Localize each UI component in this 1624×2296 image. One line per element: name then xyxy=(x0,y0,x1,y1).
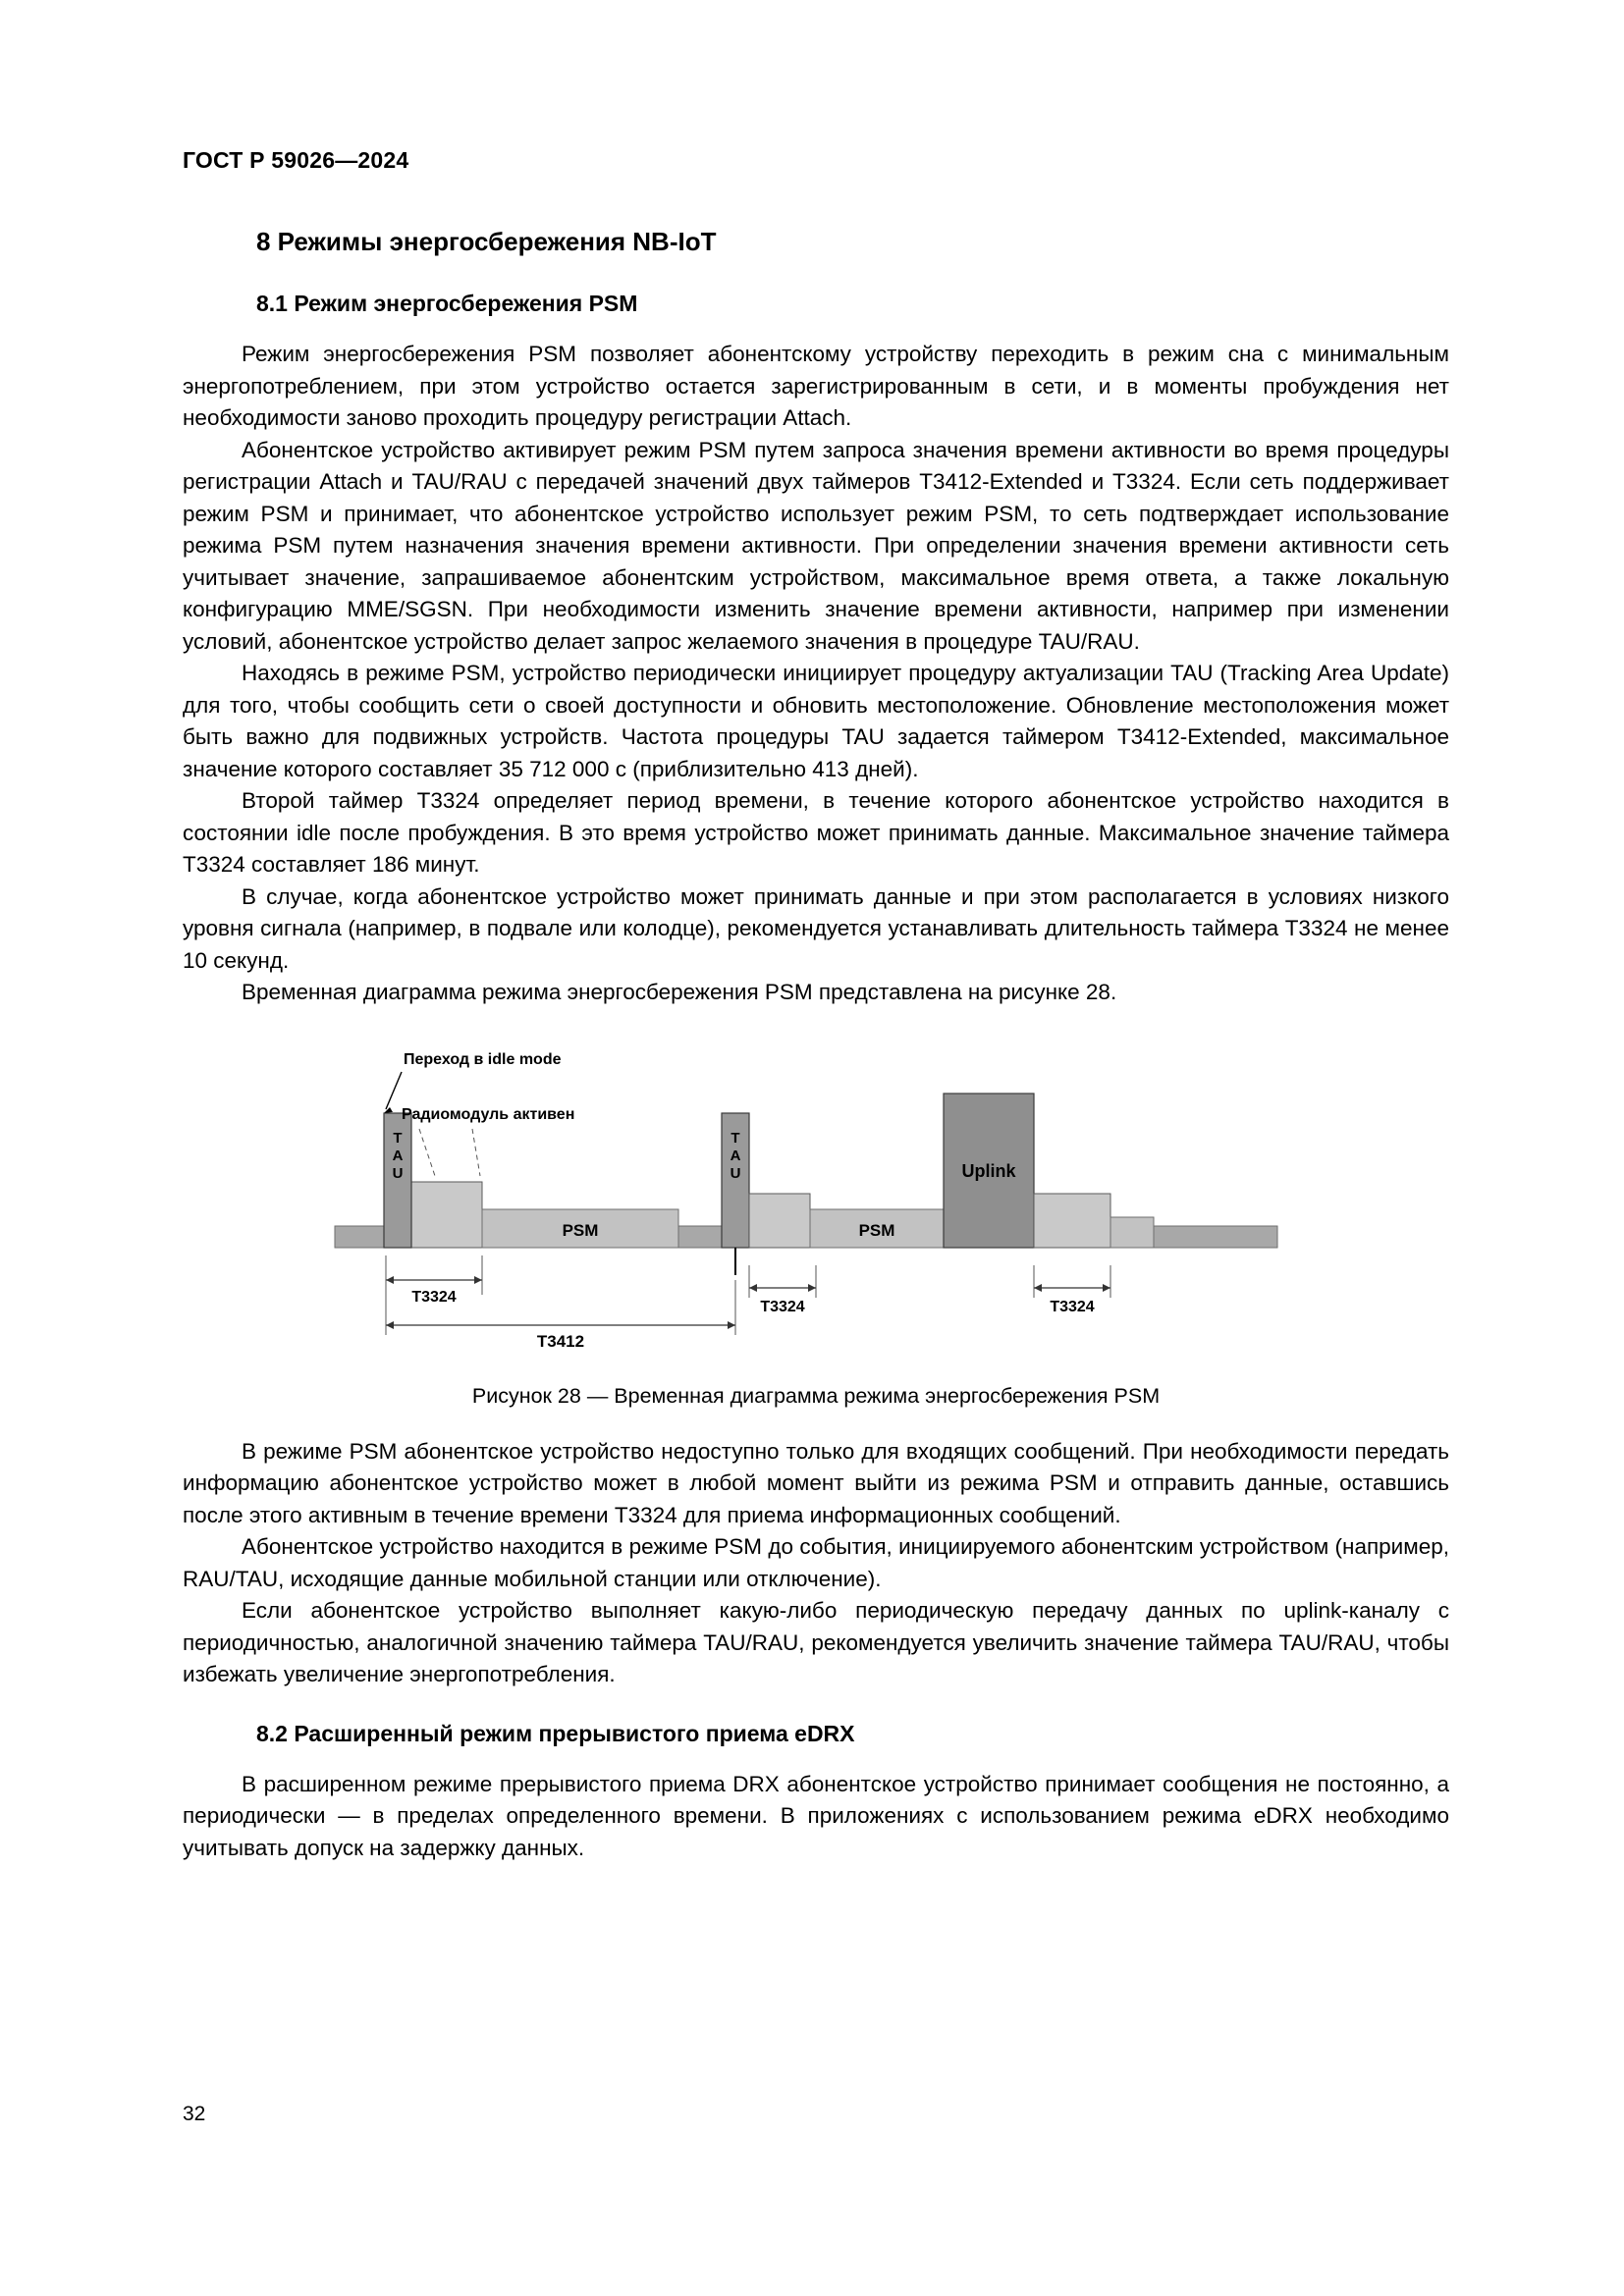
paragraph: Второй таймер T3324 определяет период времени, в течение которого абонентское устройство находится в состоянии idle после пробуждения. В это время устройство может принимать данные. Максимальное значение таймера T3324 составляет 186 минут. xyxy=(183,788,1449,877)
idle-block-3 xyxy=(1034,1194,1110,1248)
paragraph: Абонентское устройство активирует режим PSM путем запроса значения времени активности во время процедуры регистрации Attach и TAU/RAU с передачей значений двух таймеров T3412-Extended и T3324. Если сеть поддерживает режим PSM и принимает, что абонентское устройство использует режим PSM, то сеть подтверждает использование режима PSM путем назначения значения времени активности. При определении значения времени активности сеть учитывает значение, запрашиваемое абонентским устройством, максимальное время ответа, а также локальную конфигурацию MME/SGSN. При необходимости изменить значение времени активности, например при изменении условий, абонентское устройство делает запрос желаемого значения в процедуре TAU/RAU. xyxy=(183,437,1449,654)
paragraph: В режиме PSM абонентское устройство недоступно только для входящих сообщений. При необходимости передать информацию абонентское устройство может в любой момент выйти из режима PSM и отправить данные, оставшись после этого активным в течение времени T3324 для приема информационных сообщений. xyxy=(183,1438,1449,1527)
page-number: 32 xyxy=(183,2103,206,2125)
label-psm-1: PSM xyxy=(562,1220,599,1240)
label-t3324-3: T3324 xyxy=(1050,1298,1095,1315)
psm-timing-diagram xyxy=(325,1044,1307,1359)
label-psm-2: PSM xyxy=(858,1220,895,1240)
paragraph: В случае, когда абонентское устройство может принимать данные и при этом располагается в условиях низкого уровня сигнала (например, в подвале или колодце), рекомендуется устанавливать длительность таймера T3324 не менее 10 секунд. xyxy=(183,883,1449,973)
leader-line-radio-2 xyxy=(472,1129,480,1176)
svg-text:A: A xyxy=(392,1147,404,1164)
trailing-block xyxy=(1110,1217,1154,1248)
paragraph: Если абонентское устройство выполняет какую-либо периодическую передачу данных по uplink-каналу с периодичностью, аналогичной значению таймера TAU/RAU, рекомендуется увеличить значение таймера TAU/RAU, чтобы избежать увеличение энергопотребления. xyxy=(183,1598,1449,1686)
subsection-8-1-title: 8.1 Режим энергосбережения PSM xyxy=(256,291,638,316)
svg-text:U: U xyxy=(392,1164,404,1182)
document-header-code: ГОСТ Р 59026—2024 xyxy=(183,147,409,173)
leader-line-idle-mode xyxy=(386,1072,402,1109)
figure-caption: Рисунок 28 — Временная диаграмма режима энергосбережения PSM xyxy=(471,1383,1161,1408)
paragraph: В расширенном режиме прерывистого приема DRX абонентское устройство принимает сообщения не постоянно, а периодически — в пределах определенного времени. В приложениях с использованием режима eDRX необходимо учитывать допуск на задержку данных. xyxy=(183,1771,1449,1860)
label-uplink: Uplink xyxy=(961,1160,1016,1181)
label-t3324-1: T3324 xyxy=(411,1288,457,1306)
svg-text:U: U xyxy=(730,1164,741,1182)
page-title: 8 Режимы энергосбережения NB-IoT xyxy=(256,227,717,256)
label-radio-active: Радиомодуль активен xyxy=(402,1105,575,1123)
figure-28 xyxy=(183,1044,1449,1409)
paragraph: Режим энергосбережения PSM позволяет абонентскому устройству переходить в режим сна с минимальным энергопотреблением, при этом устройство остается зарегистрированным в сети, и в моменты пробуждения нет необходимости заново проходить процедуру регистрации Attach. xyxy=(183,342,1449,430)
page-content xyxy=(183,147,1449,1864)
label-tau-2: T xyxy=(731,1129,740,1147)
subsection-8-2-title: 8.2 Расширенный режим прерывистого приема eDRX xyxy=(256,1720,855,1746)
idle-block-1 xyxy=(411,1182,482,1248)
paragraph: Находясь в режиме PSM, устройство периодически инициирует процедуру актуализации TAU (Tracking Area Update) для того, чтобы сообщить сети о своей доступности и обновить местоположение. Обновление местоположения может быть важно для подвижных устройств. Частота процедуры TAU задается таймером T3412-Extended, максимальное значение которого составляет 35 712 000 с (приблизительно 413 дней). xyxy=(183,661,1449,781)
label-t3412: T3412 xyxy=(536,1331,585,1351)
label-tau-1: T xyxy=(393,1129,403,1147)
idle-block-2 xyxy=(749,1194,810,1248)
label-t3324-2: T3324 xyxy=(760,1298,805,1315)
label-idle-mode: Переход в idle mode xyxy=(404,1050,562,1068)
arrowhead-idle-mode xyxy=(384,1107,393,1113)
svg-text:A: A xyxy=(730,1147,741,1164)
paragraph: Абонентское устройство находится в режиме PSM до события, инициируемого абонентским устройством (например, RAU/TAU, исходящие данные мобильной станции или отключение). xyxy=(183,1534,1449,1591)
leader-line-radio-1 xyxy=(419,1129,435,1176)
paragraph: Временная диаграмма режима энергосбережения PSM представлена на рисунке 28. xyxy=(242,980,1117,1004)
